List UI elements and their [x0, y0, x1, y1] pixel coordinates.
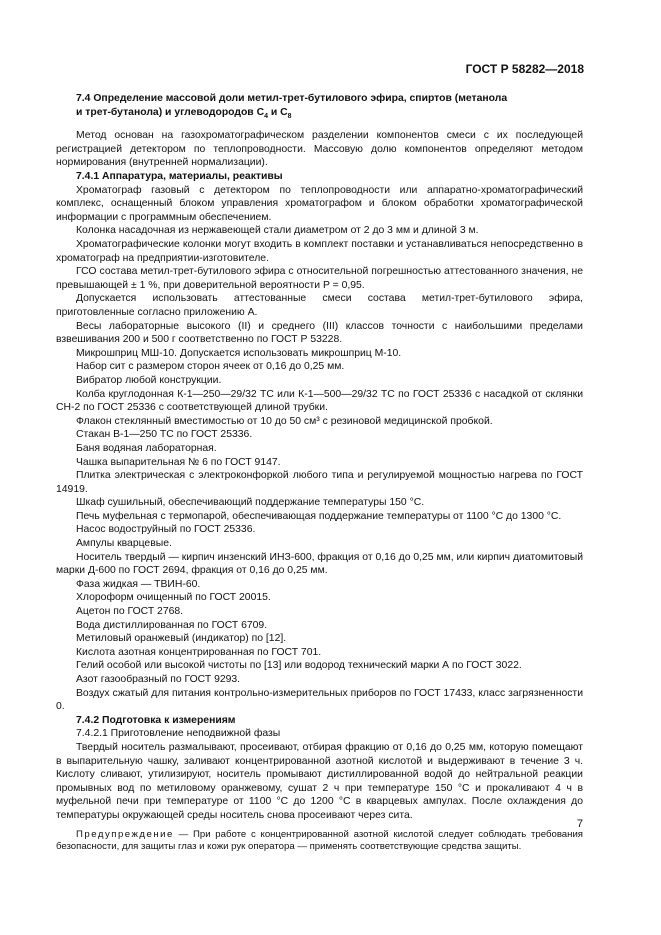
list-item: Ампулы кварцевые. — [76, 538, 172, 550]
equipment-list — [56, 184, 583, 714]
subsection-7-4-2-title: 7.4.2 Подготовка к измерениям — [76, 714, 236, 726]
section-title-line1: 7.4 Определение массовой доли метил-трет-бутилового эфира, спиртов (метанола — [76, 93, 508, 104]
list-item: Колба круглодонная К-1—250—29/32 ТС или К-1—500—29/32 ТС по ГОСТ 25336 с насадкой от склянки СН-2 по ГОСТ 25336 с соответствующей длиной трубки. — [56, 388, 583, 414]
list-item: Ацетон по ГОСТ 2768. — [76, 606, 184, 618]
preparation-paragraph: Твердый носитель размалывают, просеивают, отбирая фракцию от 0,16 до 0,25 мм, которую помещают в выпарительную чашку, заливают концентрированной азотной кислотой и выдерживают в течение 3 ч. Кислоту сливают, утилизируют, носитель промывают дистиллированной водой до нейтральной реакции промывных вод по метиловому оранжевому, сушат 2 ч при температуре 150 °С и прокаливают 4 ч в муфельной печи при температуре от 1100 °С до 1200 °С в кварцевых ампулах. После охлаждения до температуры окружающей среды носитель снова просеивают через сита. — [56, 741, 583, 821]
list-item: ГСО состава метил-трет-бутилового эфира с относительной погрешностью аттестованного значения, не превышающей ± 1 %, при доверительной вероятности P = 0,95. — [56, 266, 583, 291]
list-item: Насос водоструйный по ГОСТ 25336. — [76, 524, 256, 536]
page-number: 7 — [576, 818, 583, 830]
list-item: Хроматографические колонки могут входить в комплект поставки и устанавливаться непосредственно в хроматограф на предприятии-изготовителе. — [56, 239, 583, 264]
list-item: Метиловый оранжевый (индикатор) по [12]. — [76, 633, 287, 645]
warning-label: Предупреждение — [76, 828, 174, 840]
warning-note — [56, 829, 583, 854]
list-item: Баня водяная лабораторная. — [76, 442, 217, 454]
subsection-7-4-2-1-title: 7.4.2.1 Приготовление неподвижной фазы — [76, 728, 281, 740]
list-item: Фаза жидкая — ТВИН-60. — [76, 578, 201, 590]
standard-header: ГОСТ Р 58282—2018 — [465, 62, 584, 76]
section-title: 7.4 Определение массовой доли метил-трет-бутилового эфира, спиртов (метанола и трет-бутанола) и углеводородов $C_4$ и $C_8$ — [76, 93, 508, 120]
list-item: Печь муфельная с термопарой, обеспечивающая поддержание температуры от 1100 °С до 1300 °С. — [76, 510, 562, 522]
list-item: Кислота азотная концентрированная по ГОСТ 701. — [76, 646, 322, 658]
list-item: Стакан В-1—250 ТС по ГОСТ 25336. — [76, 429, 253, 441]
list-item: Вибратор любой конструкции. — [76, 374, 222, 386]
subsection-7-4-1-title: 7.4.1 Аппаратура, материалы, реактивы — [76, 171, 283, 183]
list-item: Микрошприц МШ-10. Допускается использовать микрошприц М-10. — [76, 347, 402, 359]
document-body — [56, 92, 583, 853]
list-item: Колонка насадочная из нержавеющей стали диаметром от 2 до 3 мм и длиной 3 м. — [76, 225, 479, 237]
list-item: Плитка электрическая с электроконфоркой любого типа и регулируемой мощностью нагрева по ГОСТ 14919. — [56, 470, 583, 495]
list-item: Гелий особой или высокой чистоты по [13] или водород технический марки А по ГОСТ 3022. — [76, 660, 522, 672]
list-item: Набор сит с размером сторон ячеек от 0,16 до 0,25 мм. — [76, 361, 345, 373]
list-item: Вода дистиллированная по ГОСТ 6709. — [76, 619, 268, 631]
list-item: Шкаф сушильный, обеспечивающий поддержание температуры 150 °С. — [76, 497, 425, 509]
list-item: Азот газообразный по ГОСТ 9293. — [76, 674, 241, 686]
warning-text: — При работе с концентрированной азотной кислотой следует соблюдать требования безопасности, для защиты глаз и кожи рук оператора — применять соответствующие средства защиты. — [56, 828, 583, 852]
list-item: Воздух сжатый для питания контрольно-измерительных приборов по ГОСТ 17433, класс загрязненности 0. — [56, 687, 583, 713]
list-item: Носитель твердый — кирпич инзенский ИНЗ-600, фракция от 0,16 до 0,25 мм, или кирпич диатомитовый марки Д-600 по ГОСТ 2694, фракция от 0,16 до 0,25 мм. — [56, 551, 583, 577]
list-item: Хроматограф газовый с детектором по теплопроводности или аппаратно-хроматографический комплекс, оснащенный блоком управления хроматографом и блоком обработки хроматографической информации с программным обеспечением. — [56, 184, 583, 223]
list-item: Допускается использовать аттестованные смеси состава метил-трет-бутилового эфира, приготовленные согласно приложению А. — [56, 293, 583, 318]
list-item: Весы лабораторные высокого (II) и среднего (III) классов точности с наибольшими пределами взвешивания 200 и 500 г соответственно по ГОСТ Р 53228. — [56, 320, 583, 346]
section-title-line2: и трет-бутанола) и углеводородов C — [76, 106, 265, 118]
method-paragraph: Метод основан на газохроматографическом разделении компонентов смеси с их последующей регистрацией детектором по теплопроводности. Массовую долю компонентов определяют методом нормирования (внутренней нормализации). — [56, 130, 583, 169]
list-item: Чашка выпарительная № 6 по ГОСТ 9147. — [76, 456, 281, 468]
list-item: Хлороформ очищенный по ГОСТ 20015. — [76, 592, 271, 604]
list-item: Флакон стеклянный вместимостью от 10 до 50 см³ с резиновой медицинской пробкой. — [76, 415, 493, 427]
